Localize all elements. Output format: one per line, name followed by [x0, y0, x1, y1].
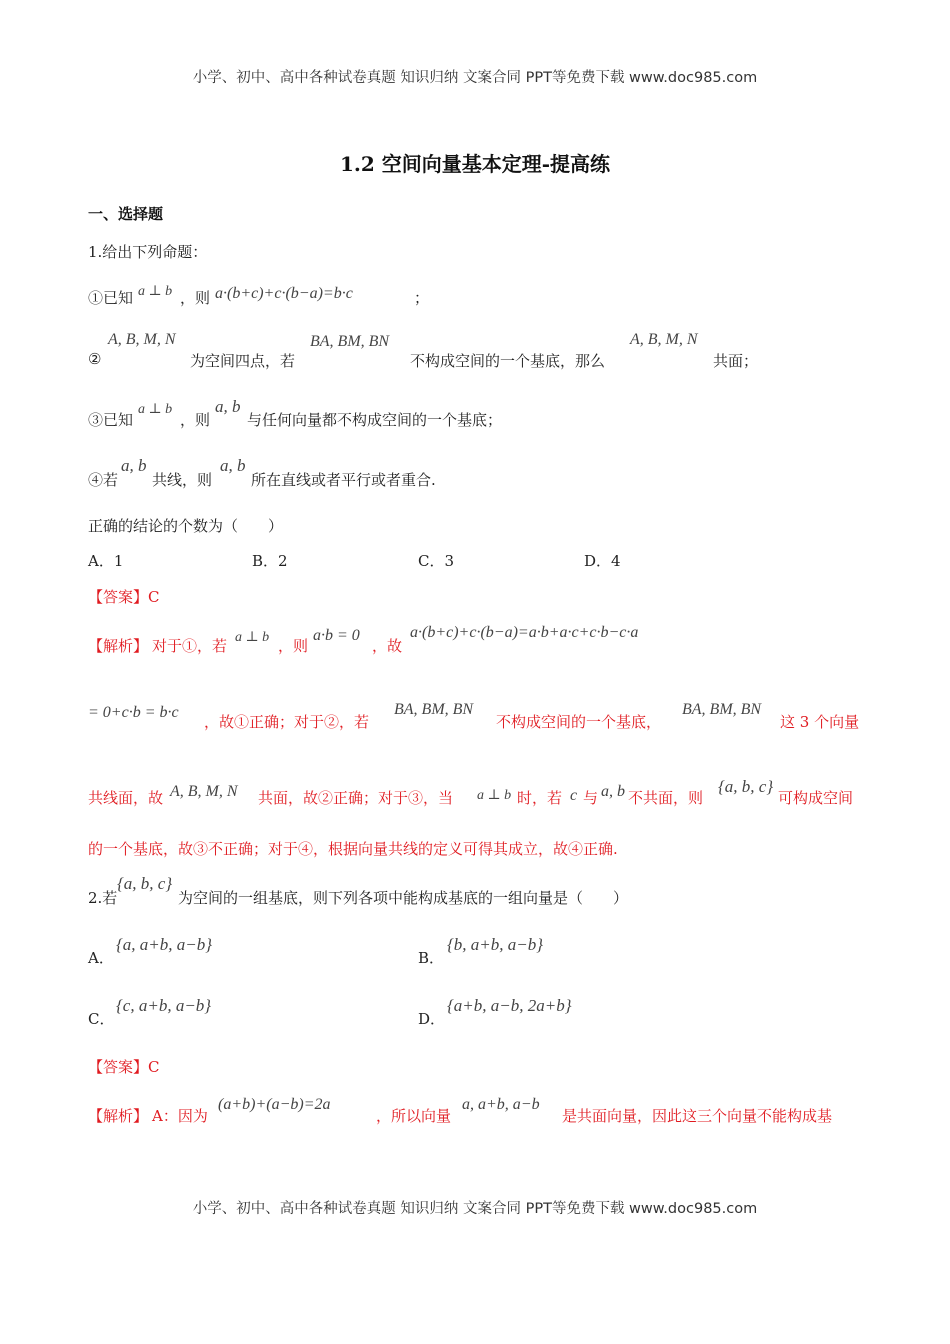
q2-analysis-math: a, a+b, a−b	[462, 1096, 540, 1113]
q2-option-c-label: C．	[88, 1010, 115, 1028]
q1-analysis-text: 对于①，若	[152, 637, 228, 655]
q1-p2-math3: A, B, M, N	[630, 331, 698, 348]
q1-analysis-text: 不共面，则	[628, 789, 704, 807]
q1-p3-mid: ，则	[180, 411, 211, 429]
q1-p1-end: ；	[414, 289, 430, 307]
section-heading: 一、选择题	[88, 205, 164, 223]
q1-analysis-math: BA, BM, BN	[394, 701, 474, 718]
q1-option-c: C．3	[418, 552, 455, 570]
q1-analysis-math: a ⊥ b	[477, 788, 512, 803]
q2-stem: 为空间的一组基底，则下列各项中能构成基底的一组向量是（ ）	[178, 889, 629, 907]
q2-analysis-label: 【解析】	[88, 1107, 149, 1125]
q2-math: {a, b, c}	[117, 874, 173, 893]
q2-analysis-text: 是共面向量，因此这三个向量不能构成基	[562, 1107, 833, 1125]
q1-p1-math1: a ⊥ b	[138, 284, 173, 299]
q1-p2-text1: 为空间四点，若	[190, 352, 296, 370]
q2-option-d-math: {a+b, a−b, 2a+b}	[447, 996, 572, 1015]
q2-option-d-label: D．	[418, 1010, 446, 1028]
q1-p2-text2: 不构成空间的一个基底，那么	[410, 352, 606, 370]
q2-option-b-label: B．	[418, 949, 445, 967]
q1-analysis-math: = 0+c·b = b·c	[88, 704, 179, 721]
q2-option-c-math: {c, a+b, a−b}	[116, 996, 212, 1015]
q1-analysis-text: 时，若	[517, 789, 563, 807]
q1-analysis-math: {a, b, c}	[718, 777, 774, 796]
q1-p4-end: 所在直线或者平行或者重合.	[251, 471, 436, 489]
q1-analysis-text: 不构成空间的一个基底，	[496, 713, 662, 731]
q1-option-a: A．1	[88, 552, 124, 570]
q1-analysis-text: ，故	[372, 637, 403, 655]
q1-analysis-math: c	[570, 787, 578, 804]
q1-p3-pre: ③已知	[88, 411, 134, 429]
q1-p2-pre: ②	[88, 350, 102, 368]
q1-analysis-text: 这 3 个向量	[780, 713, 860, 731]
q2-analysis-text: A：因为	[152, 1107, 208, 1125]
q1-analysis-label: 【解析】	[88, 637, 149, 655]
q1-p4-pre: ④若	[88, 471, 119, 489]
page-header: 小学、初中、高中各种试卷真题 知识归纳 文案合同 PPT等免费下载 www.doc985.com	[192, 70, 758, 86]
q1-p3-end: 与任何向量都不构成空间的一个基底；	[247, 411, 503, 429]
q2-analysis-text: ，所以向量	[376, 1107, 452, 1125]
q2-option-b-math: {b, a+b, a−b}	[447, 935, 544, 954]
q1-analysis-math: a ⊥ b	[235, 630, 270, 645]
q1-analysis-text: 的一个基底，故③不正确；对于④，根据向量共线的定义可得其成立，故④正确.	[88, 840, 618, 858]
q1-stem: 1.给出下列命题：	[88, 243, 208, 261]
q2-analysis-math: (a+b)+(a−b)=2a	[218, 1096, 331, 1113]
q1-p4-math1: a, b	[121, 456, 147, 475]
q1-p2-math1: A, B, M, N	[108, 331, 176, 348]
q1-p3-math1: a ⊥ b	[138, 402, 173, 417]
q1-analysis-text: ，则	[278, 637, 309, 655]
q2-option-a-label: A．	[88, 949, 114, 967]
q1-p1-pre: ①已知	[88, 289, 134, 307]
q1-analysis-math: A, B, M, N	[170, 783, 238, 800]
q1-analysis-math: BA, BM, BN	[682, 701, 762, 718]
page-footer: 小学、初中、高中各种试卷真题 知识归纳 文案合同 PPT等免费下载 www.doc985.com	[192, 1201, 758, 1217]
q2-pre: 2.若	[88, 889, 118, 907]
q1-answer: 【答案】C	[88, 588, 160, 606]
q1-option-d: D．4	[584, 552, 621, 570]
q2-answer: 【答案】C	[88, 1058, 160, 1076]
q1-analysis-text: ，故①正确；对于②，若	[204, 713, 370, 731]
q1-p4-math2: a, b	[220, 456, 246, 475]
q1-p3-math2: a, b	[215, 397, 241, 416]
q1-option-b: B．2	[252, 552, 288, 570]
q1-p1-mid: ，则	[180, 289, 211, 307]
q1-analysis-text: 与	[583, 789, 599, 807]
q2-option-a-math: {a, a+b, a−b}	[116, 935, 213, 954]
q1-p2-text3: 共面；	[713, 352, 759, 370]
q1-analysis-text: 共面，故②正确；对于③，当	[258, 789, 454, 807]
q1-analysis-math: a·b = 0	[313, 627, 360, 644]
q1-ask: 正确的结论的个数为（ ）	[88, 517, 284, 535]
q1-analysis-text: 可构成空间	[778, 789, 854, 807]
q1-p1-math2: a·(b+c)+c·(b−a)=b·c	[215, 285, 353, 302]
q1-p4-mid: 共线，则	[152, 471, 213, 489]
q1-p2-math2: BA, BM, BN	[310, 333, 390, 350]
q1-analysis-math: a, b	[601, 783, 625, 800]
q1-analysis-text: 共线面，故	[88, 789, 164, 807]
page-title: 1.2 空间向量基本定理-提高练	[339, 152, 611, 176]
q1-analysis-math: a·(b+c)+c·(b−a)=a·b+a·c+c·b−c·a	[410, 624, 639, 641]
